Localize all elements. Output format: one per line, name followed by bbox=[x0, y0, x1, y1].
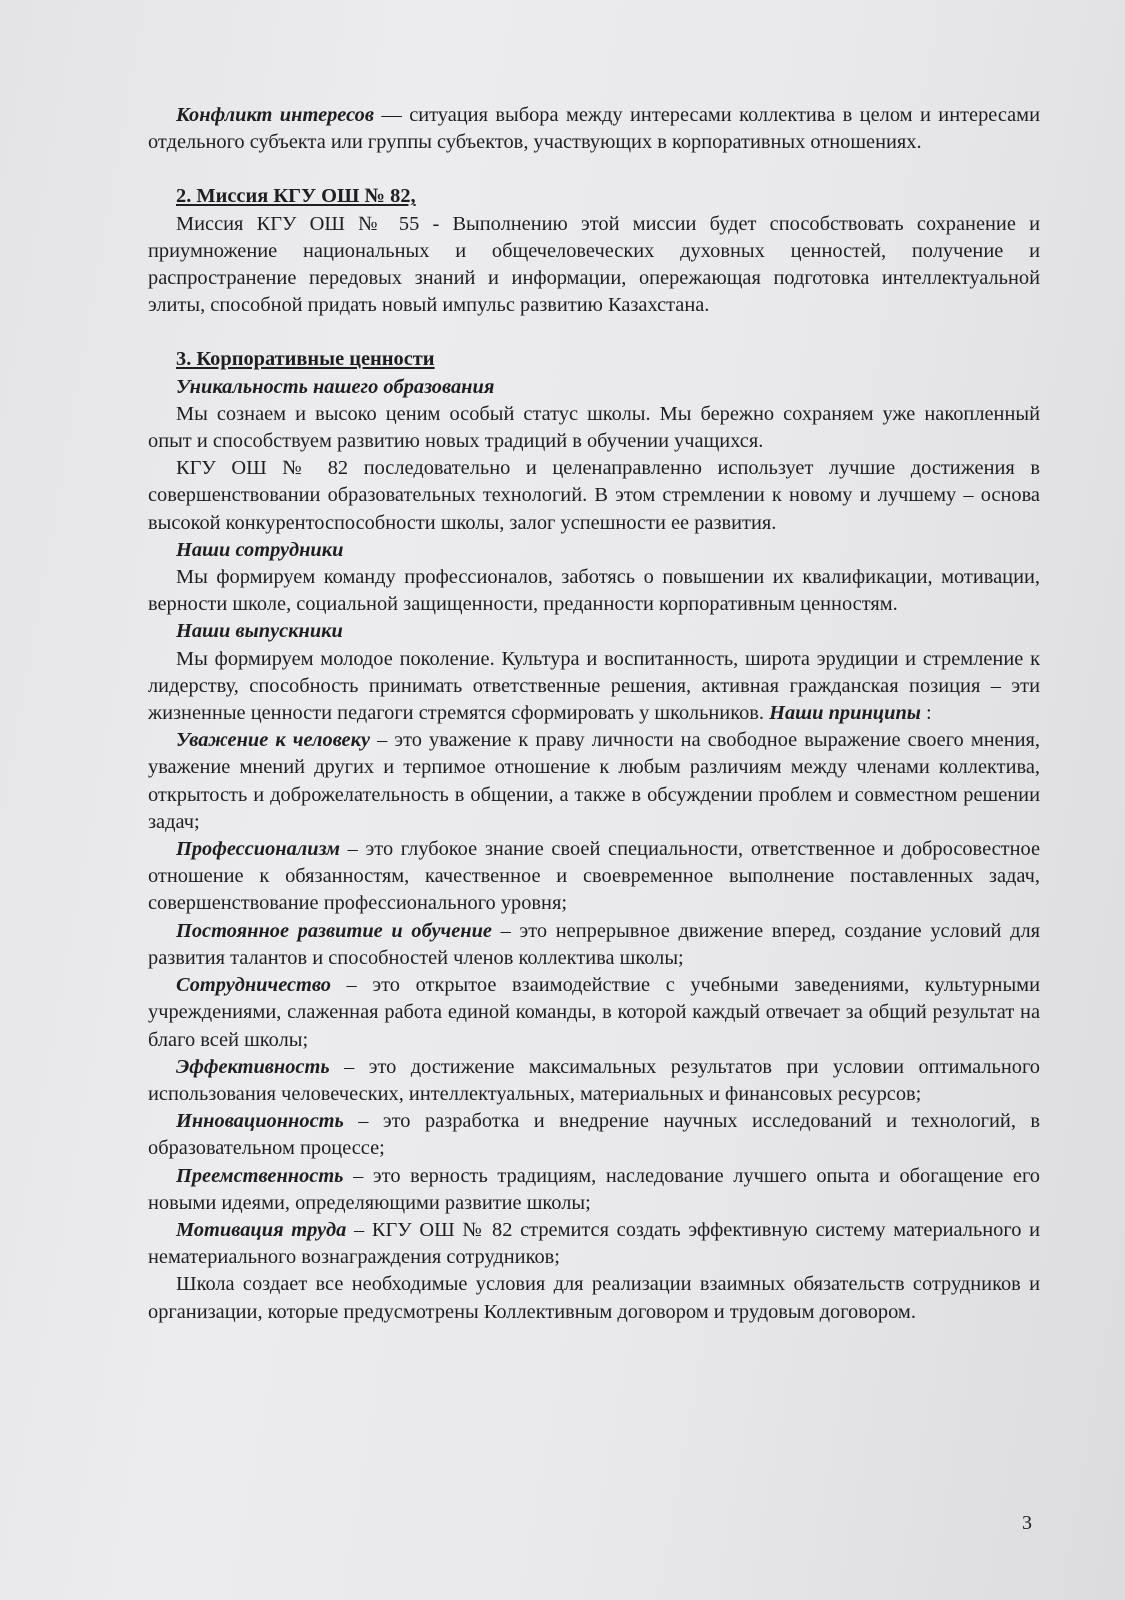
principle bbox=[148, 918, 1040, 972]
term: Конфликт интересов bbox=[176, 104, 374, 126]
principle-term: Инновационность bbox=[176, 1110, 344, 1133]
principle bbox=[148, 1217, 1040, 1271]
education-paragraph: Мы сознаем и высоко ценим особый статус школы. Мы бережно сохраняем уже накопленный опыт и способствуем развитию новых традиций в обучении учащихся. bbox=[148, 402, 1040, 453]
principle-text: – это верность традициям, наследование лучшего опыта и обогащение его новыми идеями, определяющими развитие школы; bbox=[148, 1164, 1040, 1214]
mission-text: Миссия КГУ ОШ № 55 - Выполнению этой миссии будет способствовать сохранение и приумножение национальных и общечеловеческих духовных ценностей, получение и распространение передовых знаний и информации, опережающая подготовка интеллектуальной элиты, способной придать новый импульс развитию Казахстана. bbox=[148, 212, 1040, 317]
staff-subheading: Наши сотрудники bbox=[176, 538, 344, 561]
closing-paragraph: Школа создает все необходимые условия для реализации взаимных обязательств сотрудников и организации, которые предусмотрены Коллективным договором и трудовым договором. bbox=[148, 1273, 1040, 1323]
principle-text: – это глубокое знание своей специальности, ответственное и добросовестное отношение к обязанностям, качественное и своевременное выполнение поставленных задач, совершенствование профессионального уровня; bbox=[148, 838, 1040, 915]
document-page bbox=[148, 102, 1040, 1326]
principle bbox=[148, 836, 1040, 918]
principle-text: – это разработка и внедрение научных исследований и технологий, в образовательном процессе; bbox=[148, 1110, 1040, 1160]
principle-term: Мотивация труда bbox=[176, 1218, 347, 1241]
principle-text: – КГУ ОШ № 82 стремится создать эффективную систему материального и нематериального вознаграждения сотрудников; bbox=[148, 1218, 1040, 1269]
principle bbox=[148, 972, 1040, 1054]
principle-text: – это уважение к праву личности на свободное выражение своего мнения, уважение мнений других и терпимое отношение к любым различиям между членами коллектива, открытость и доброжелательность в общении, а также в обсуждении проблем и совместном решении задач; bbox=[148, 729, 1040, 833]
graduates-paragraph bbox=[148, 646, 1040, 728]
principle-term: Сотрудничество bbox=[176, 974, 331, 997]
principle bbox=[148, 1054, 1040, 1108]
principles-suffix: : bbox=[920, 702, 932, 725]
principles-label: Наши принципы bbox=[769, 702, 921, 725]
values-heading: 3. Корпоративные ценности bbox=[176, 348, 435, 371]
principle bbox=[148, 1108, 1040, 1162]
conflict-definition bbox=[148, 102, 1040, 156]
principle-text: – это достижение максимальных результатов при условии оптимального использования человеческих, интеллектуальных, материальных и финансовых ресурсов; bbox=[148, 1055, 1040, 1105]
education-paragraph: КГУ ОШ № 82 последовательно и целенаправленно использует лучшие достижения в совершенствовании образовательных технологий. В этом стремлении к новому и лучшему – основа высокой конкурентоспособности школы, залог успешности ее развития. bbox=[148, 457, 1040, 534]
principle-text: – это открытое взаимодействие с учебными заведениями, культурными учреждениями, слаженная работа единой команды, в которой каждый отвечает за общий результат на благо всей школы; bbox=[148, 974, 1040, 1051]
principle-term: Эффективность bbox=[176, 1055, 330, 1078]
graduates-text: Мы формируем молодое поколение. Культура и воспитанность, широта эрудиции и стремление к лидерству, способность принимать ответственные решения, активная гражданская позиция – эти жизненные ценности педагоги стремятся сформировать у школьников. bbox=[148, 647, 1040, 725]
principle-term: Постоянное развитие и обучение bbox=[176, 919, 492, 942]
mission-heading: 2. Миссия КГУ ОШ № 82, bbox=[176, 185, 416, 208]
page-number: 3 bbox=[1022, 1512, 1032, 1534]
definition: — ситуация выбора между интересами коллектива в целом и интересами отдельного субъекта или группы субъектов, участвующих в корпоративных отношениях. bbox=[148, 104, 1040, 154]
staff-paragraph: Мы формируем команду профессионалов, заботясь о повышении их квалификации, мотивации, верности школе, социальной защищенности, преданности корпоративным ценностям. bbox=[148, 566, 1040, 616]
principle-term: Преемственность bbox=[176, 1164, 344, 1187]
education-subheading: Уникальность нашего образования bbox=[176, 375, 495, 398]
principle bbox=[148, 1163, 1040, 1217]
principle-text: – это непрерывное движение вперед, создание условий для развития талантов и способностей членов коллектива школы; bbox=[148, 919, 1041, 969]
principle-term: Профессионализм bbox=[176, 838, 341, 861]
principle-term: Уважение к человеку bbox=[176, 729, 370, 752]
graduates-subheading: Наши выпускники bbox=[176, 620, 343, 643]
principle bbox=[148, 727, 1040, 836]
